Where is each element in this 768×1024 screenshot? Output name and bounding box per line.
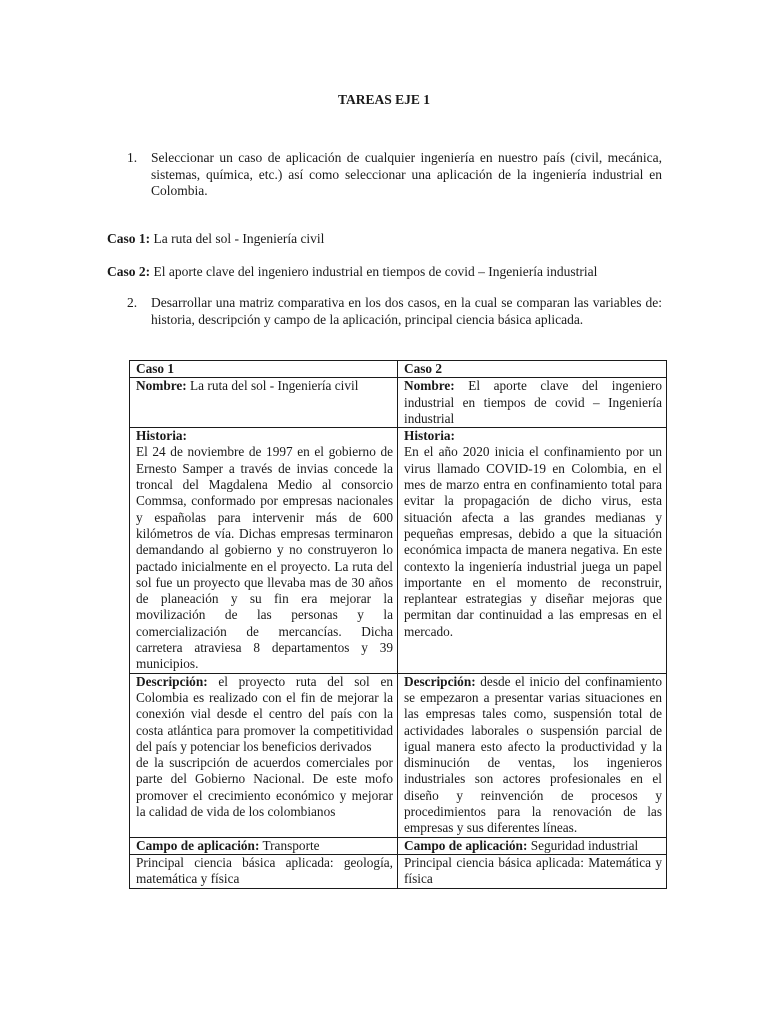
list-number: 1.	[127, 150, 138, 165]
nombre-cell-2	[398, 378, 667, 428]
case-label: Caso 2:	[107, 264, 151, 279]
campo-value: Seguridad industrial	[527, 837, 639, 853]
table-row	[130, 361, 667, 378]
campo-label: Campo de aplicación:	[136, 837, 260, 853]
ciencia-cell-1: Principal ciencia básica aplicada: geología, matemática y física	[130, 854, 398, 888]
nombre-label: Nombre:	[136, 378, 187, 394]
nombre-value: La ruta del sol - Ingeniería civil	[186, 378, 359, 394]
descripcion-label: Descripción:	[136, 673, 208, 689]
page-title: TAREAS EJE 1	[337, 92, 431, 107]
list-text: Seleccionar un caso de aplicación de cualquier ingeniería en nuestro país (civil, mecánica, sistemas, química, etc.) así como seleccionar una aplicación de la ingeniería industrial en Colombia.	[151, 150, 662, 198]
table-row	[130, 837, 667, 854]
ciencia-cell-2: Principal ciencia básica aplicada: Matemática y física	[398, 854, 667, 888]
descripcion-value: el proyecto ruta del sol en Colombia es realizado con el fin de mejorar la conexión vial desde el centro del país con la costa atlántica para promover la competitividad del país y potenciar los beneficios derivados	[136, 673, 393, 754]
campo-value: Transporte	[259, 837, 320, 853]
historia-value: En el año 2020 inicia el confinamiento por un virus llamado COVID-19 en Colombia, en el mes de marzo entra en confinamiento total para evitar la propagación de dicho virus, esta situación afecta a las grandes medianas y pequeñas empresas, debido a que la situación económica impacta de manera negativa. En este contexto la ingeniería industrial juega un papel importante en el momento de reconstruir, replantear estrategias y diseñar mejoras que permitan dar continuidad a las empresas en el mercado.	[404, 444, 662, 639]
case-text: La ruta del sol - Ingeniería civil	[150, 231, 325, 246]
table-row	[130, 428, 667, 673]
comparison-matrix	[129, 360, 667, 889]
descripcion-value-cont: de la suscripción de acuerdos comerciales por parte del Gobierno Nacional. De este mofo promover el crecimiento económico y mejorar la calidad de vida de los colombianos	[136, 755, 393, 820]
header-case-2: Caso 2	[398, 361, 667, 378]
table-row	[130, 378, 667, 428]
list-item-1	[129, 150, 662, 200]
case-2-line	[107, 263, 597, 280]
historia-label: Historia:	[404, 428, 455, 444]
campo-cell-1	[130, 837, 398, 854]
historia-cell-2	[398, 428, 667, 673]
historia-cell-1	[130, 428, 398, 673]
case-label: Caso 1:	[107, 231, 151, 246]
descripcion-label: Descripción:	[404, 673, 476, 689]
campo-cell-2	[398, 837, 667, 854]
list-text: Desarrollar una matriz comparativa en los dos casos, en la cual se comparan las variables de: historia, descripción y campo de la aplicación, principal ciencia básica aplicada.	[151, 295, 662, 327]
table-row	[130, 673, 667, 837]
table-row	[130, 854, 667, 888]
descripcion-value: desde el inicio del confinamiento se empezaron a presentar varias situaciones en las empresas tales como, suspensión total de actividades laborales o suspensión parcial de igual manera esto afecto la productividad y la disminución de ventas, los ingenieros industriales son actores profesionales en el diseño y reinvención de procesos y procedimientos para la renovación de las empresas y sus diferentes líneas.	[404, 673, 662, 836]
historia-value: El 24 de noviembre de 1997 en el gobierno de Ernesto Samper a través de invias concede la troncal del Magdalena Medio al consorcio Commsa, conformado por empresas nacionales y españolas para intervenir más de 600 kilómetros de vía. Dichas empresas terminaron demandando al gobierno y no construyeron lo pactado inicialmente en el proyecto. La ruta del sol fue un proyecto que llevaba mas de 30 años de planeación y su fin era mejorar la movilización de las personas y la comercialización de mercancías. Dicha carretera atraviesa 8 departamentos y 39 municipios.	[136, 444, 393, 672]
descripcion-cell-2	[398, 673, 667, 837]
case-text: El aporte clave del ingeniero industrial en tiempos de covid – Ingeniería industrial	[150, 264, 598, 279]
nombre-label: Nombre:	[404, 378, 455, 394]
case-1-line	[107, 230, 324, 247]
descripcion-cell-1	[130, 673, 398, 837]
nombre-cell-1	[130, 378, 398, 428]
campo-label: Campo de aplicación:	[404, 837, 528, 853]
header-case-1: Caso 1	[130, 361, 398, 378]
list-number: 2.	[127, 295, 138, 310]
historia-label: Historia:	[136, 428, 187, 444]
list-item-2	[129, 295, 662, 328]
nombre-value: El aporte clave del ingeniero industrial en tiempos de covid – Ingeniería industrial	[404, 378, 662, 426]
